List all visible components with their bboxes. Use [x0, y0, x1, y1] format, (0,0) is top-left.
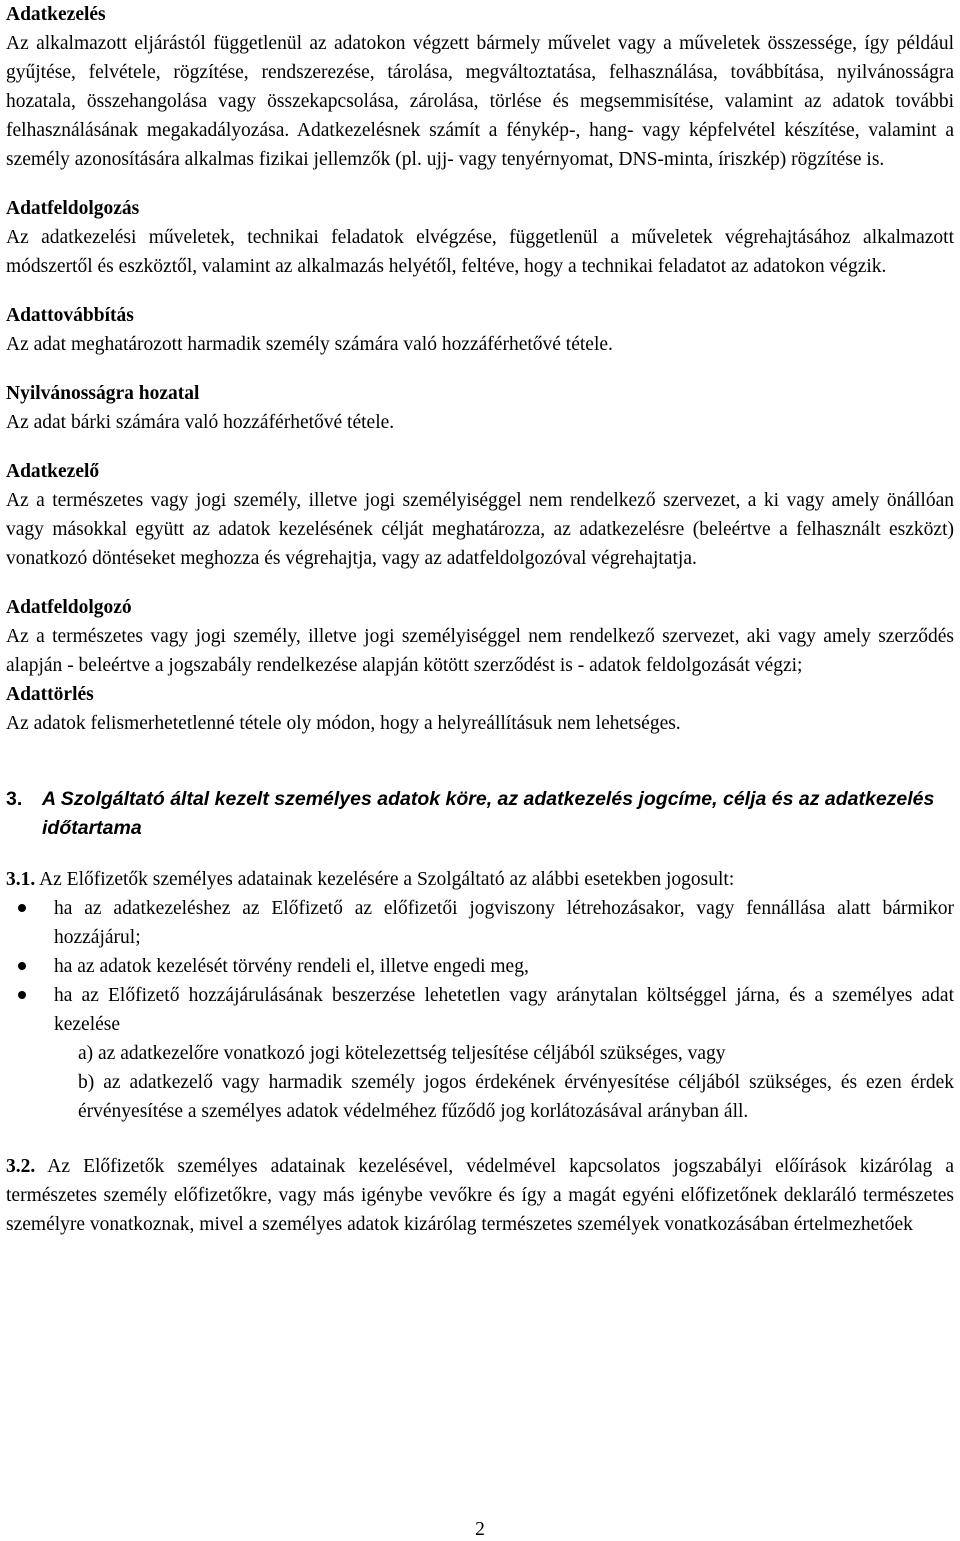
definition-term: Adatkezelés — [6, 4, 106, 25]
subsection-paragraph — [6, 1152, 954, 1239]
definition-text: Az adatkezelési műveletek, technikai feladatok elvégzése, függetlenül a műveletek végrehajtásához alkalmazott módszertől és eszköztől, valamint az alkalmazás helyétől, feltéve, hogy a technikai feladatot az adatokon végzik. — [6, 227, 954, 277]
list-item-text: ha az adatok kezelését törvény rendeli el, illetve engedi meg, — [54, 956, 529, 977]
sub-item-b: b) az adatkezelő vagy harmadik személy jogos érdekének érvényesítése céljából szükséges, és ezen érdek érvényesítése a személyes adatok védelméhez fűződő jog korlátozásával arányban áll. — [78, 1072, 954, 1122]
definition-text: Az adatok felismerhetetlenné tétele oly módon, hogy a helyreállításuk nem lehetséges. — [6, 713, 681, 734]
bullet-icon — [18, 962, 26, 970]
definition-text: Az a természetes vagy jogi személy, illetve jogi személyiséggel nem rendelkező szervezet, a ki vagy amely önállóan vagy másokkal együtt az adatok kezelésének célját meghatározza, az adatkezelésre (beleértve a felhasznált eszközt) vonatkozó döntéseket meghozza és végrehajtja, vagy az adatfeldolgozóval végrehajtatja. — [6, 490, 954, 569]
definition-adatfeldolgozo — [6, 593, 954, 680]
subsection-number: 3.1. — [6, 869, 36, 890]
list-item-text: ha az adatkezeléshez az Előfizető az előfizetői jogviszony létrehozásakor, vagy fennállása alatt bármikor hozzájárul; — [54, 898, 954, 948]
definition-text: Az adat meghatározott harmadik személy számára való hozzáférhetővé tétele. — [6, 334, 613, 355]
section-title: A Szolgáltató által kezelt személyes adatok köre, az adatkezelés jogcíme, célja és az adatkezelés időtartama — [42, 788, 935, 839]
definition-adatkezeles — [6, 0, 954, 174]
subsection-number: 3.2. — [6, 1156, 36, 1177]
bullet-list — [6, 894, 954, 1039]
definition-text: Az adat bárki számára való hozzáférhetővé tétele. — [6, 412, 395, 433]
definition-text: Az alkalmazott eljárástól függetlenül az adatokon végzett bármely művelet vagy a műveletek összessége, így például gyűjtése, felvétele, rögzítése, rendszerezése, tárolása, megváltoztatása, felhasználása, továbbítása, nyilvánosságra hozatala, összehangolása vagy összekapcsolása, zárolása, törlése és megsemmisítése, valamint az adatok további felhasználásának megakadályozása. Adatkezelésnek számít a fénykép-, hang- vagy képfelvétel készítése, valamint a személy azonosítására alkalmas fizikai jellemzők (pl. ujj- vagy tenyérnyomat, DNS-minta, íriszkép) rögzítése is. — [6, 33, 954, 170]
sub-item-a: a) az adatkezelőre vonatkozó jogi kötelezettség teljesítése céljából szükséges, vagy — [78, 1043, 726, 1064]
definition-term: Adatfeldolgozás — [6, 198, 140, 219]
definition-term: Adatkezelő — [6, 461, 100, 482]
definition-text: Az a természetes vagy jogi személy, illetve jogi személyiséggel nem rendelkező szervezet, aki vagy amely szerződés alapján - beleértve a jogszabály rendelkezése alapján kötött szerződést is - adatok feldolgozását végzi; — [6, 626, 954, 676]
list-item — [6, 894, 954, 952]
section-number: 3. — [6, 788, 23, 810]
subsection-3-1 — [6, 865, 954, 1126]
subsection-intro-text: Az Előfizetők személyes adatainak kezelésére a Szolgáltató az alábbi esetekben jogosult: — [39, 869, 735, 890]
spacer — [6, 1126, 954, 1152]
list-item — [6, 952, 954, 981]
list-item — [6, 981, 954, 1039]
page-number: 2 — [475, 1519, 485, 1540]
definition-adattovabbitas — [6, 301, 954, 359]
definition-term: Adattörlés — [6, 684, 94, 705]
definition-term: Adattovábbítás — [6, 305, 134, 326]
definition-adatkezelo — [6, 457, 954, 573]
subsection-text: Az Előfizetők személyes adatainak kezelésével, védelmével kapcsolatos jogszabályi előírások kizárólag a természetes személy előfizetőkre, vagy más igénybe vevőkre és így a magát egyéni előfizetőnek deklaráló természetes személyre vonatkoznak, mivel a személyes adatok kizárólag természetes személyek vonatkozásában értelmezhetőek — [6, 1156, 954, 1235]
bullet-icon — [18, 991, 26, 999]
subsection-3-2 — [6, 1152, 954, 1239]
definition-adatfeldolgozas — [6, 194, 954, 281]
definition-term: Nyilvánosságra hozatal — [6, 383, 200, 404]
document-page — [6, 0, 954, 1239]
definition-nyilvanossagra-hozatal — [6, 379, 954, 437]
definition-adattorles — [6, 680, 954, 738]
bullet-icon — [18, 904, 26, 912]
sub-item-list — [6, 1039, 954, 1126]
subsection-intro — [6, 865, 954, 894]
definition-term: Adatfeldolgozó — [6, 597, 132, 618]
list-item-text: ha az Előfizető hozzájárulásának beszerzése lehetetlen vagy aránytalan költséggel járna, és a személyes adat kezelése — [54, 985, 954, 1035]
section-heading — [6, 785, 954, 843]
